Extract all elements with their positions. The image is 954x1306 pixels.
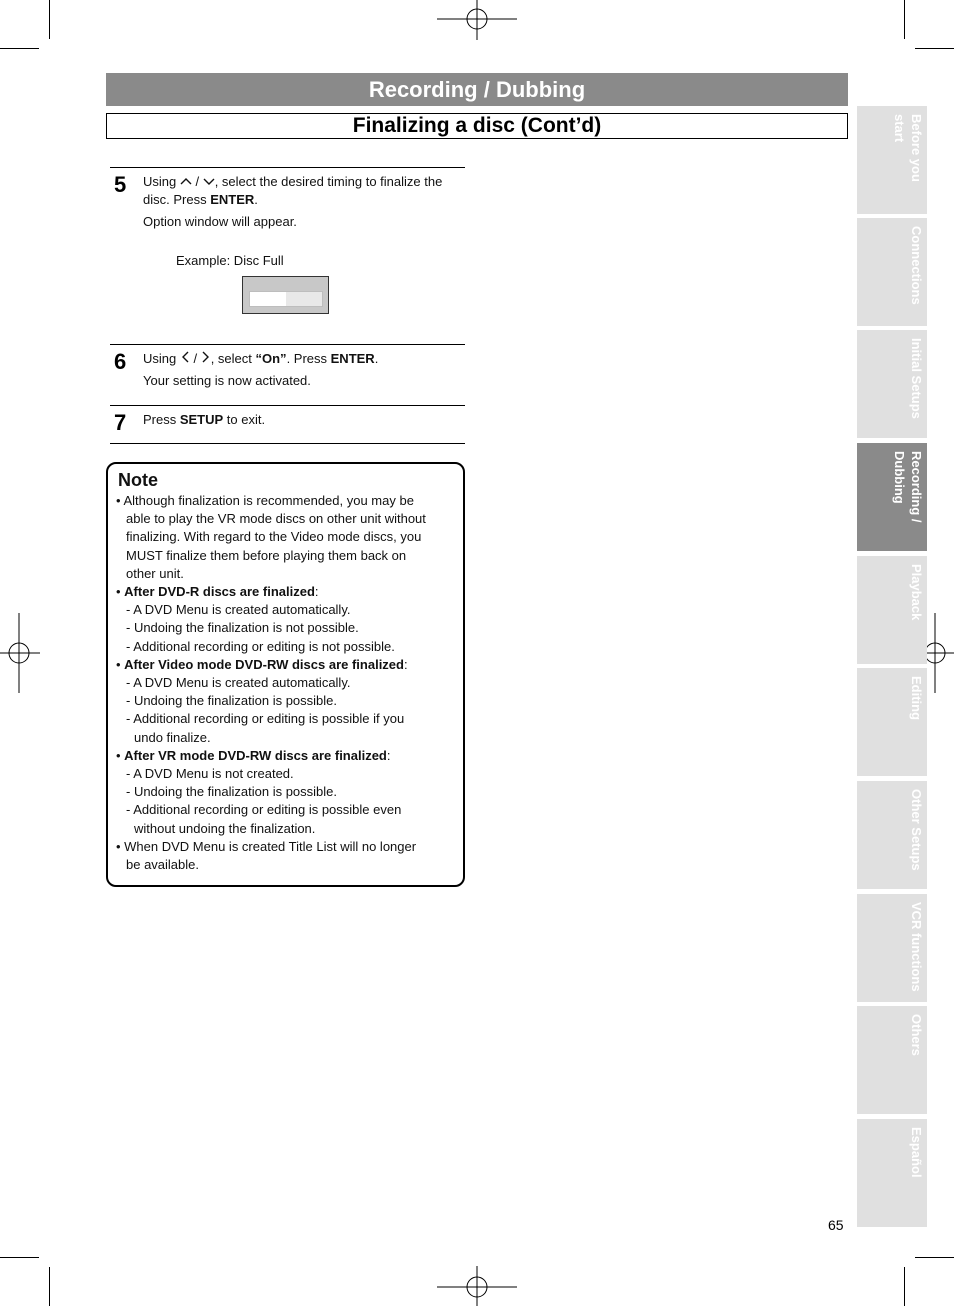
note-line: • When DVD Menu is created Title List will no longer	[116, 838, 417, 854]
note-line: • After Video mode DVD-RW discs are finalized:	[116, 656, 408, 672]
step-number: 6	[114, 349, 127, 374]
step-7-text: Press SETUP to exit.	[143, 412, 266, 427]
step-divider	[110, 344, 465, 345]
example-caption: Example: Disc Full	[176, 253, 284, 268]
note-line: - Additional recording or editing is possible even	[126, 802, 402, 818]
option-window-example	[242, 276, 329, 314]
note-line: - Additional recording or editing is not possible.	[126, 638, 395, 654]
tab-editing[interactable]: Editing	[857, 668, 927, 776]
note-box	[106, 462, 465, 887]
note-line: without undoing the finalization.	[134, 820, 316, 836]
note-content	[116, 492, 426, 874]
right-arrow-icon	[201, 351, 211, 363]
step-divider	[110, 443, 465, 444]
note-line: - A DVD Menu is created automatically.	[126, 675, 351, 691]
left-arrow-icon	[180, 351, 190, 363]
registration-mark-bottom	[437, 1266, 517, 1306]
note-line: be available.	[126, 857, 199, 873]
note-line: - A DVD Menu is not created.	[126, 766, 294, 782]
step-6-text: Using / , select “On”. Press ENTER. Your setting is now activated.	[143, 351, 379, 388]
note-line: - A DVD Menu is created automatically.	[126, 602, 351, 618]
section-title: Recording / Dubbing	[368, 76, 586, 102]
note-line: able to play the VR mode discs on other unit without	[126, 511, 426, 527]
step-divider	[110, 167, 465, 168]
note-line: other unit.	[126, 565, 184, 581]
step-divider	[110, 405, 465, 406]
up-arrow-icon	[180, 176, 192, 186]
tab-connections[interactable]: Connections	[857, 218, 927, 326]
note-line: - Additional recording or editing is possible if you	[126, 711, 405, 727]
registration-mark-top	[437, 0, 517, 40]
down-arrow-icon	[203, 176, 215, 186]
note-title: Note	[118, 470, 158, 490]
section-header	[106, 73, 848, 106]
note-line: finalizing. With regard to the Video mode discs, you	[126, 529, 422, 545]
note-line: • After DVD-R discs are finalized:	[116, 584, 319, 600]
tab-playback[interactable]: Playback	[857, 556, 927, 664]
note-line: • After VR mode DVD-RW discs are finalized:	[116, 747, 391, 763]
tab-recording-dubbing[interactable]: Recording / Dubbing	[857, 443, 927, 551]
page-title: Finalizing a disc (Cont’d)	[352, 114, 602, 137]
note-line: - Undoing the finalization is possible.	[126, 784, 338, 800]
option-highlight	[250, 292, 286, 306]
tab-initial-setups[interactable]: Initial Setups	[857, 330, 927, 438]
note-line: MUST finalize them before playing them back on	[126, 547, 407, 563]
step-number: 7	[114, 410, 127, 435]
note-line: - Undoing the finalization is not possible.	[126, 620, 359, 636]
tab-vcr-functions[interactable]: VCR functions	[857, 894, 927, 1002]
note-line: • Although finalization is recommended, you may be	[116, 493, 414, 508]
note-line: - Undoing the finalization is possible.	[126, 693, 338, 709]
step-number: 5	[114, 172, 127, 197]
page-title-box	[106, 113, 848, 139]
tab-others[interactable]: Others	[857, 1006, 927, 1114]
tab-before-you-start[interactable]: Before you start	[857, 106, 927, 214]
step-5-text: Using / , select the desired timing to finalize the disc. Press ENTER. Option window will appear.	[143, 174, 443, 229]
registration-mark-left	[0, 613, 40, 693]
tab-espanol[interactable]: Español	[857, 1119, 927, 1227]
page-number: 65	[828, 1217, 844, 1233]
note-line: undo finalize.	[134, 729, 211, 745]
tab-other-setups[interactable]: Other Setups	[857, 781, 927, 889]
option-selector	[249, 291, 323, 307]
